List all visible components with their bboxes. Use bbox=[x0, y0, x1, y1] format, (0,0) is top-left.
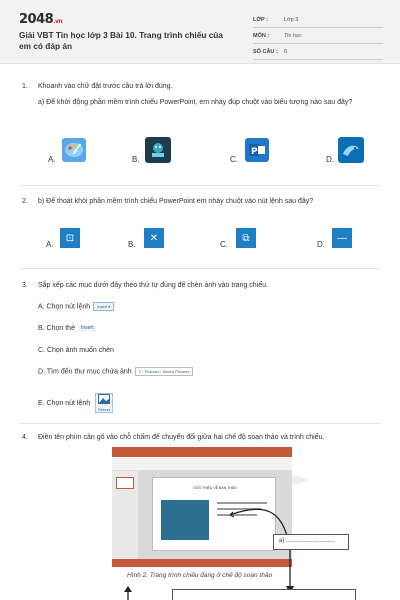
option-b-label: B. bbox=[128, 240, 136, 249]
option-c-label: C. bbox=[220, 240, 228, 249]
pictures-button-label: Pictures bbox=[97, 408, 111, 412]
paint-palette-icon[interactable] bbox=[62, 138, 86, 162]
svg-text:P: P bbox=[251, 147, 258, 157]
item-label: A. Chọn nút lệnh bbox=[38, 303, 91, 311]
divider bbox=[20, 185, 380, 186]
site-logo[interactable] bbox=[19, 12, 62, 27]
order-item-b bbox=[38, 324, 96, 334]
insert-dropdown-button[interactable]: Insert ▾ bbox=[93, 302, 114, 311]
logo-suffix: .vn bbox=[53, 18, 63, 25]
order-item-a bbox=[38, 302, 114, 312]
ppt-title-bar bbox=[112, 447, 292, 457]
order-item-d bbox=[38, 367, 193, 377]
item-label: E. Chọn nút lệnh bbox=[38, 399, 91, 407]
option-c-label: C. bbox=[230, 155, 238, 164]
answer-box-b[interactable] bbox=[172, 589, 356, 600]
page-title: Giải VBT Tin học lớp 3 Bài 10. Trang trình chiếu của em có đáp án bbox=[19, 30, 223, 51]
option-d-label: D. bbox=[317, 240, 325, 249]
item-label: C. Chọn ảnh muốn chèn bbox=[38, 347, 114, 354]
question-1a-text: a) Để khởi động phần mềm trình chiếu PowerPoint, em nháy đúp chuột vào biểu tượng nào sau đây? bbox=[38, 99, 353, 106]
question-text: Điền tên phím cần gõ vào chỗ chấm để chuyển đổi giữa hai chế độ soạn thảo và trình chiếu. bbox=[38, 434, 325, 441]
powerpoint-icon[interactable] bbox=[245, 138, 269, 162]
option-b-label: B. bbox=[132, 155, 140, 164]
option-a-label: A. bbox=[46, 240, 54, 249]
slide-thumbnail[interactable] bbox=[116, 477, 134, 489]
meta-key: LỚP : bbox=[253, 17, 268, 23]
question-3 bbox=[22, 281, 268, 291]
ppt-ribbon bbox=[112, 457, 292, 471]
order-item-e bbox=[38, 393, 113, 413]
ppt-thumbnail-pane bbox=[112, 471, 138, 559]
item-label: D. Tìm đến thư mục chứa ảnh bbox=[38, 368, 132, 376]
meta-row-subject bbox=[253, 31, 383, 44]
folder-path-breadcrumb[interactable]: ≡ › Pictures › Saved Pictures bbox=[135, 367, 194, 376]
meta-value: 6 bbox=[284, 49, 288, 55]
option-a-label: A. bbox=[48, 155, 56, 164]
question-2 bbox=[22, 197, 313, 207]
question-number: 3. bbox=[22, 282, 28, 289]
insert-tab[interactable]: Insert bbox=[78, 325, 97, 332]
question-text: Sắp xếp các mục dưới đây theo thứ tự đúng để chèn ảnh vào trang chiếu. bbox=[38, 282, 268, 289]
divider bbox=[20, 268, 380, 269]
answer-blank: a) ............................. bbox=[279, 538, 335, 544]
meta-info bbox=[253, 15, 383, 63]
photoshop-dolphin-icon[interactable] bbox=[338, 137, 364, 163]
answer-box-a[interactable] bbox=[273, 534, 349, 550]
up-arrow bbox=[122, 586, 134, 600]
minimize-icon[interactable]: — bbox=[332, 228, 352, 248]
slide-title: GIỚI THIỆU VỀ BẢN THÂN bbox=[193, 486, 237, 490]
figure-caption: Hình 2. Trang trình chiếu đang ở chế độ soạn thảo bbox=[127, 572, 273, 579]
pictures-button[interactable] bbox=[95, 393, 113, 413]
question-1 bbox=[22, 82, 173, 92]
question-number: 1. bbox=[22, 83, 28, 90]
meta-key: MÔN : bbox=[253, 33, 270, 39]
logo-text: 2048 bbox=[19, 12, 54, 27]
order-item-c bbox=[38, 346, 114, 356]
meta-row-class bbox=[253, 15, 383, 28]
page-header bbox=[0, 0, 400, 64]
picture-icon bbox=[98, 394, 110, 404]
item-label: B. Chọn thẻ bbox=[38, 325, 75, 332]
maximize-icon[interactable]: ⧉ bbox=[236, 228, 256, 248]
restore-window-icon[interactable]: ⊡ bbox=[60, 228, 80, 248]
option-d-label: D. bbox=[326, 155, 334, 164]
close-icon[interactable]: ✕ bbox=[144, 228, 164, 248]
question-number: 4. bbox=[22, 434, 28, 441]
meta-row-count bbox=[253, 47, 383, 60]
meta-value: Tin học bbox=[284, 33, 302, 39]
game-icon[interactable] bbox=[145, 137, 171, 163]
slide-photo bbox=[161, 500, 209, 540]
meta-value: Lớp 3 bbox=[284, 17, 299, 23]
meta-key: SỐ CÂU : bbox=[253, 49, 278, 55]
divider bbox=[20, 423, 380, 424]
question-number: 2. bbox=[22, 198, 28, 205]
question-text: Khoanh vào chữ đặt trước câu trả lời đúng. bbox=[38, 83, 173, 90]
question-text: b) Để thoát khỏi phần mềm trình chiếu PowerPoint em nháy chuột vào nút lệnh sau đây? bbox=[38, 198, 314, 205]
